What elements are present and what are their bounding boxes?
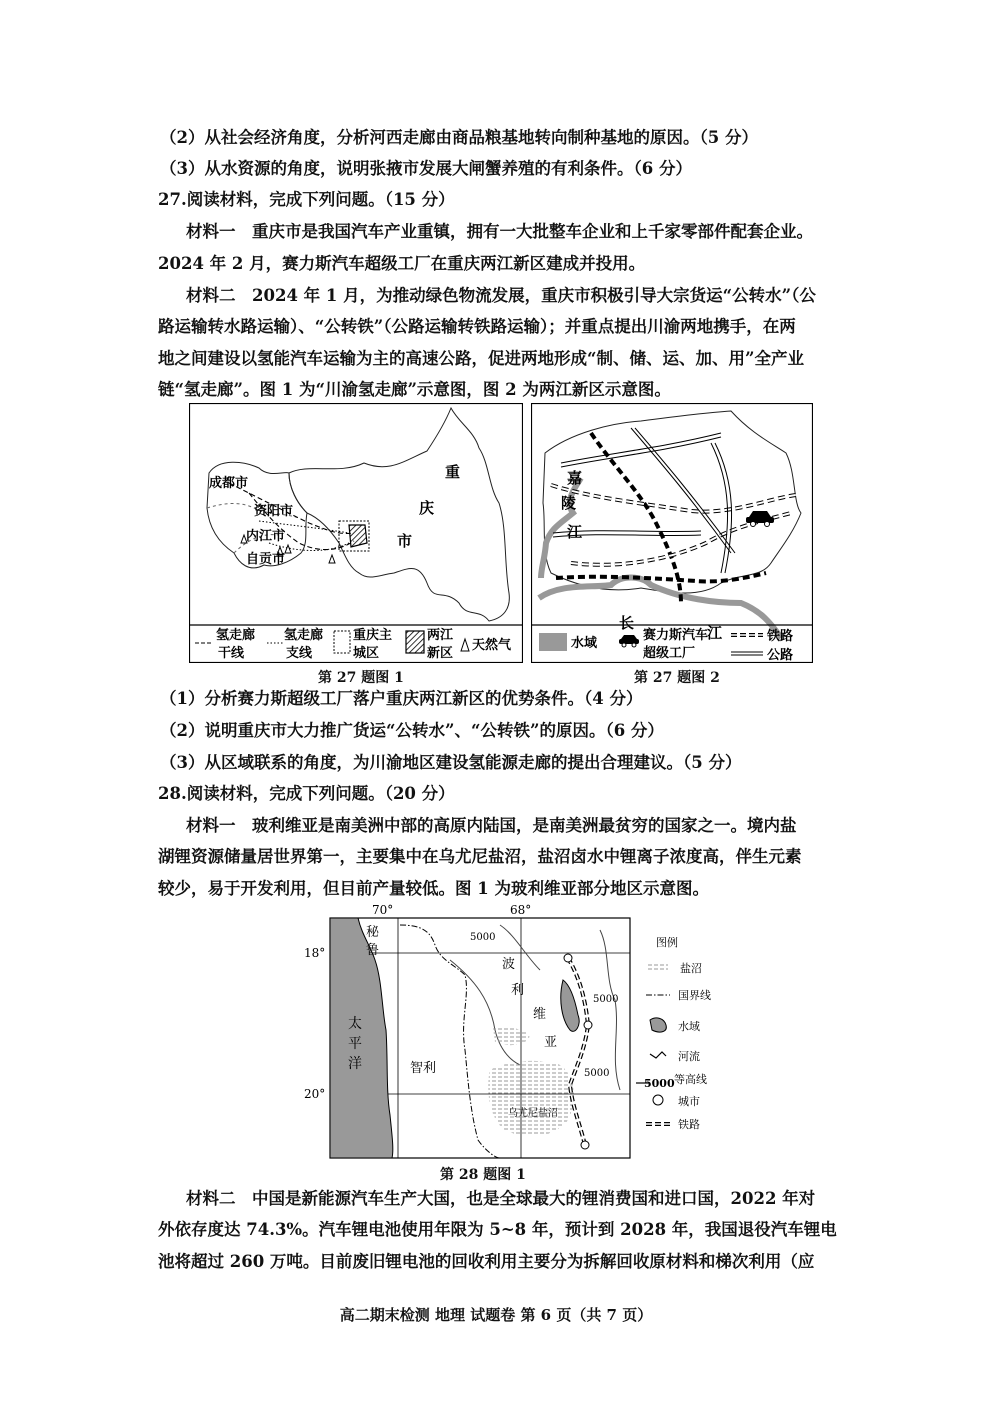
legend-railway-28: 铁路 — [678, 1118, 700, 1131]
label-jiang-1: 江 — [567, 523, 583, 541]
legend-newarea-b: 新区 — [427, 646, 454, 661]
lat-18: 18° — [304, 946, 326, 960]
figure-28-1-map — [300, 900, 740, 1162]
legend-title: 图例 — [656, 936, 678, 949]
contour-label-1: 5000 — [470, 932, 496, 943]
legend-urban-a: 重庆主 — [353, 628, 393, 643]
legend-salt: 盐沼 — [680, 962, 702, 975]
label-bolivia-2: 利 — [511, 983, 525, 998]
contour-label-3: 5000 — [584, 1068, 610, 1079]
legend-gas: 天然气 — [472, 638, 512, 653]
legend-city: 城市 — [678, 1095, 700, 1108]
label-neijiang: 内江市 — [246, 529, 286, 544]
question-27-2: （2）说明重庆市大力推广货运“公转水”、“公转铁”的原因。（6 分） — [160, 721, 664, 740]
legend-water-28: 水域 — [678, 1020, 700, 1033]
label-jiang-2: 江 — [707, 624, 723, 642]
label-peru-1: 秘 — [366, 925, 380, 940]
legend-factory-a: 赛力斯汽车 — [643, 628, 709, 643]
label-chile: 智利 — [410, 1061, 437, 1076]
legend-contour: 等高线 — [674, 1073, 707, 1086]
legend-branch-b: 支线 — [286, 646, 313, 661]
label-ziyang: 资阳市 — [254, 504, 294, 519]
question-27-heading: 27.阅读材料，完成下列问题。（15 分） — [158, 190, 455, 209]
label-zigong: 自贡市 — [246, 552, 286, 567]
page-footer: 高二期末检测 地理 试题卷 第 6 页（共 7 页） — [339, 1306, 653, 1324]
label-pacific-3: 洋 — [348, 1056, 362, 1072]
question-26-2: （2）从社会经济角度，分析河西走廊由商品粮基地转向制种基地的原因。（5 分） — [160, 128, 758, 147]
lon-70: 70° — [372, 903, 394, 917]
legend-branch-a: 氢走廊 — [284, 628, 324, 643]
label-pacific-2: 平 — [348, 1036, 362, 1052]
legend-factory-b: 超级工厂 — [643, 646, 696, 661]
legend-railway: 铁路 — [767, 629, 794, 644]
legend-urban-b: 城区 — [353, 646, 380, 661]
label-chongqing-2: 庆 — [419, 499, 435, 517]
material-28-1-line2: 湖锂资源储量居世界第一，主要集中在乌尤尼盐沼，盐沼卤水中锂离子浓度高，伴生元素 — [158, 847, 802, 866]
legend-trunk-a: 氢走廊 — [216, 628, 256, 643]
figure-27-2-caption: 第 27 题图 2 — [634, 670, 720, 686]
material-27-1-line1: 材料一 重庆市是我国汽车产业重镇，拥有一大批整车企业和上千家零部件配套企业。 — [186, 222, 813, 241]
label-uyuni: 乌尤尼盐沼 — [508, 1108, 558, 1119]
material-27-2-line1: 材料二 2024 年 1 月，为推动绿色物流发展，重庆市积极引导大宗货运“公转水”（公 — [186, 286, 816, 305]
contour-label-2: 5000 — [593, 994, 619, 1005]
material-28-1-line3: 较少，易于开发利用，但目前产量较低。图 1 为玻利维亚部分地区示意图。 — [158, 879, 709, 898]
figure-27-1-caption: 第 27 题图 1 — [318, 670, 404, 686]
legend-border: 国界线 — [678, 989, 711, 1002]
label-pacific-1: 太 — [348, 1016, 362, 1032]
material-27-1-line2: 2024 年 2 月，赛力斯汽车超级工厂在重庆两江新区建成并投用。 — [158, 254, 646, 273]
liangjiang-new-area — [349, 525, 367, 547]
legend-road: 公路 — [767, 648, 794, 663]
label-bolivia-3: 维 — [533, 1007, 547, 1022]
figure-27-2-map — [531, 403, 813, 663]
figure-28-1-caption: 第 28 题图 1 — [440, 1167, 526, 1183]
label-chongqing-1: 重 — [445, 463, 461, 481]
figure-27-1-map — [189, 403, 523, 663]
question-28-heading: 28.阅读材料，完成下列问题。（20 分） — [158, 784, 455, 803]
legend-newarea-a: 两江 — [427, 628, 454, 643]
material-28-2-line2: 外依存度达 74.3%。汽车锂电池使用年限为 5~8 年，预计到 2028 年，我国退役汽车锂电 — [158, 1220, 837, 1239]
material-27-2-line4: 链“氢走廊”。图 1 为“川渝氢走廊”示意图，图 2 为两江新区示意图。 — [158, 380, 671, 399]
label-peru-2: 鲁 — [366, 943, 380, 958]
label-chongqing-3: 市 — [397, 532, 413, 550]
legend-water: 水域 — [571, 636, 598, 651]
legend-contour-num: 5000 — [644, 1077, 675, 1090]
lon-68: 68° — [510, 903, 532, 917]
label-chang: 长 — [619, 614, 635, 632]
label-ling: 陵 — [561, 494, 577, 512]
lat-20: 20° — [304, 1087, 326, 1101]
label-chengdu: 成都市 — [209, 476, 249, 491]
legend-28-1 — [636, 935, 711, 1131]
legend-river: 河流 — [678, 1050, 700, 1063]
material-28-2-line3: 池将超过 260 万吨。目前废旧锂电池的回收利用主要分为拆解回收原材料和梯次利用（应 — [158, 1252, 815, 1271]
question-27-3: （3）从区域联系的角度，为川渝地区建设氢能源走廊的提出合理建议。（5 分） — [160, 753, 742, 772]
material-27-2-line2: 路运输转水路运输）、“公转铁”（公路运输转铁路运输）；并重点提出川渝两地携手，在两 — [158, 317, 796, 336]
material-28-2-line1: 材料二 中国是新能源汽车生产大国，也是全球最大的锂消费国和进口国，2022 年对 — [186, 1189, 816, 1208]
label-bolivia-4: 亚 — [544, 1035, 558, 1050]
label-bolivia-1: 波 — [502, 957, 516, 972]
material-27-2-line3: 地之间建设以氢能汽车运输为主的高速公路，促进两地形成“制、储、运、加、用”全产业 — [158, 349, 804, 368]
question-26-3: （3）从水资源的角度，说明张掖市发展大闸蟹养殖的有利条件。（6 分） — [160, 159, 692, 178]
uyuni-salt-flat — [488, 1061, 574, 1136]
label-jia: 嘉 — [567, 469, 583, 487]
question-27-1: （1）分析赛力斯超级工厂落户重庆两江新区的优势条件。（4 分） — [160, 689, 643, 708]
legend-trunk-b: 干线 — [218, 646, 245, 661]
material-28-1-line1: 材料一 玻利维亚是南美洲中部的高原内陆国，是南美洲最贫穷的国家之一。境内盐 — [186, 816, 797, 835]
